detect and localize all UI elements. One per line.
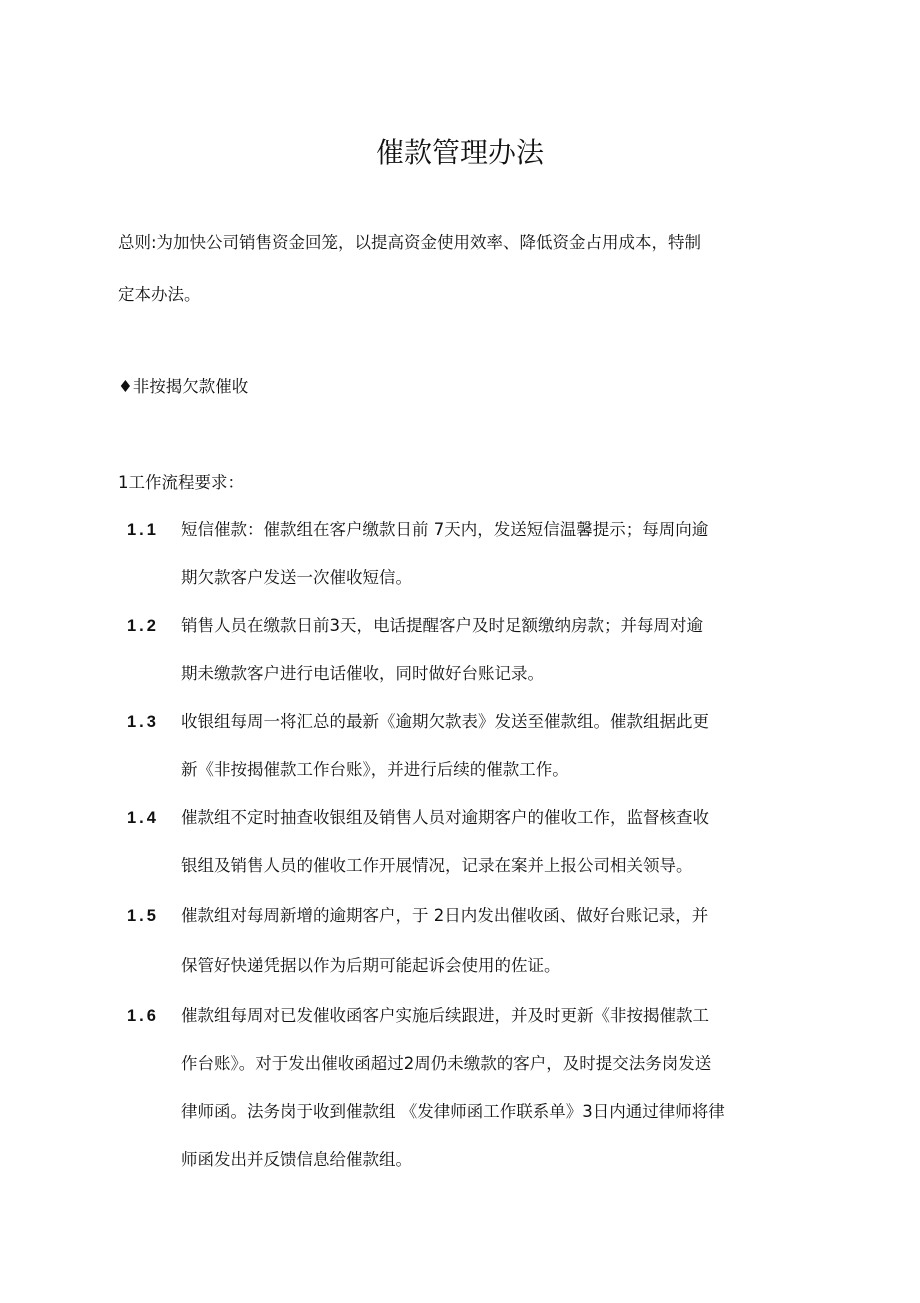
item-number: 1.5 <box>127 907 159 925</box>
item-text-line: 催款组对每周新增的逾期客户，于 2日内发出催收函、做好台账记录，并 <box>181 906 709 925</box>
item-number: 1.6 <box>127 1007 159 1025</box>
item-text-line: 银组及销售人员的催收工作开展情况，记录在案并上报公司相关领导。 <box>181 856 693 875</box>
item-text-line: 催款组不定时抽查收银组及销售人员对逾期客户的催收工作，监督核查收 <box>181 808 709 827</box>
subsection-heading: 1工作流程要求： <box>118 473 244 492</box>
item-text-line: 作台账》。对于发出催收函超过2周仍未缴款的客户，及时提交法务岗发送 <box>181 1054 712 1073</box>
item-text-line: 保管好快递凭据以作为后期可能起诉会使用的佐证。 <box>181 956 561 975</box>
item-text-line: 销售人员在缴款日前3天，电话提醒客户及时足额缴纳房款；并每周对逾 <box>181 616 703 635</box>
item-text-line: 新《非按揭催款工作台账》，并进行后续的催款工作。 <box>181 760 569 779</box>
section-heading: ♦非按揭欠款催收 <box>118 377 249 396</box>
item-text-line: 律师函。法务岗于收到催款组 《发律师函工作联系单》3日内通过律师将律 <box>181 1102 725 1121</box>
item-number: 1.2 <box>127 617 159 635</box>
item-text-line: 催款组每周对已发催收函客户实施后续跟进，并及时更新《非按揭催款工 <box>181 1006 709 1025</box>
item-text-line: 期欠款客户发送一次催收短信。 <box>181 568 412 587</box>
item-text-line: 收银组每周一将汇总的最新《逾期欠款表》发送至催款组。催款组据此更 <box>181 712 709 731</box>
item-number: 1.3 <box>127 713 159 731</box>
item-number: 1.1 <box>127 521 159 539</box>
intro-line: 定本办法。 <box>118 285 201 304</box>
document-title: 催款管理办法 <box>375 136 544 169</box>
item-text-line: 期未缴款客户进行电话催收，同时做好台账记录。 <box>181 664 544 683</box>
item-text-line: 师函发出并反馈信息给催款组。 <box>181 1150 412 1169</box>
item-text-line: 短信催款：催款组在客户缴款日前 7天内，发送短信温馨提示；每周向逾 <box>181 520 709 539</box>
intro-line: 总则:为加快公司销售资金回笼，以提高资金使用效率、降低资金占用成本，特制 <box>118 233 702 252</box>
item-number: 1.4 <box>127 809 159 827</box>
